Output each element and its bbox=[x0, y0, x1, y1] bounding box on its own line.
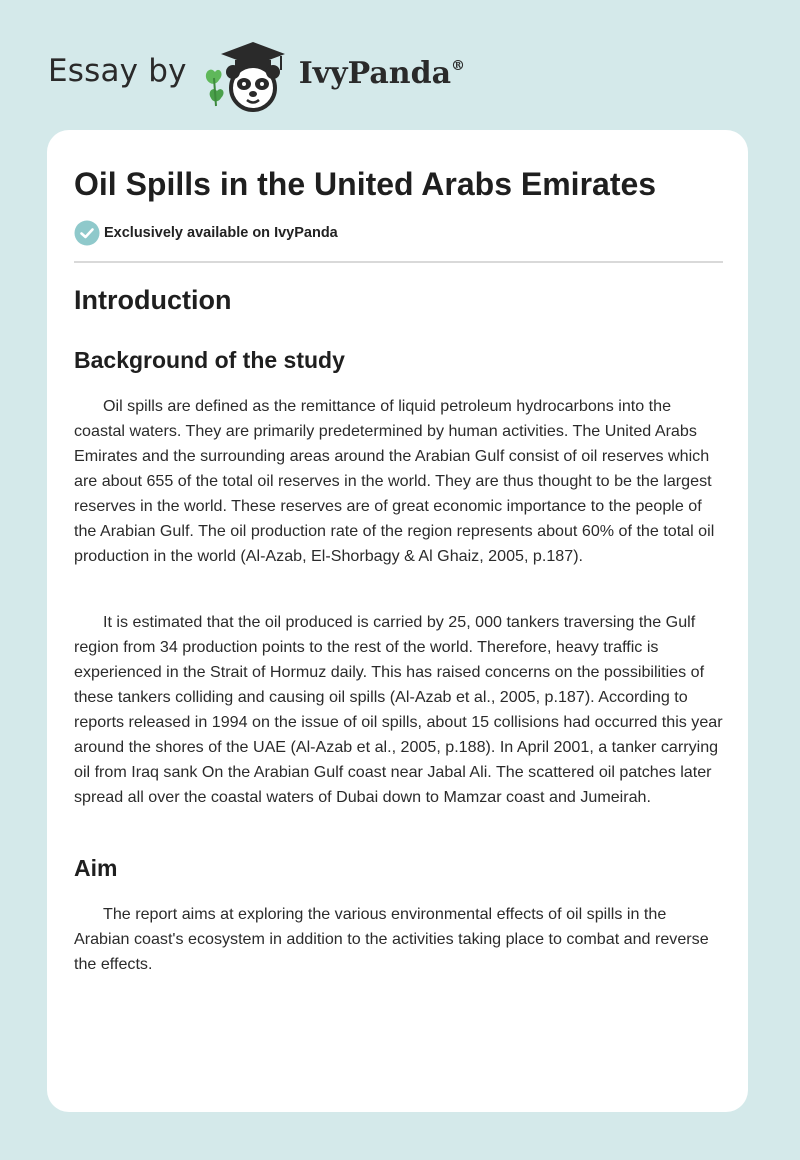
check-circle-icon bbox=[74, 220, 100, 246]
paragraph-background-1: Oil spills are defined as the remittance of liquid petroleum hydrocarbons into the coastal waters. They are primarily predetermined by human activities. The United Arabs Emirates and the surrounding areas around the Arabian Gulf consist of oil reserves which are about 655 of the total oil reserves in the world. They are thus thought to be the largest reserves in the world. These reserves are of great economic importance to the people of the Arabian Gulf. The oil production rate of the region represents about 60% of the total oil production in the world (Al-Azab, El-Shorbagy & Al Ghaiz, 2005, p.187). bbox=[74, 397, 715, 565]
section-heading-aim: Aim bbox=[74, 855, 118, 881]
brand-prefix: Essay by bbox=[48, 53, 187, 89]
brand-name: IvyPanda® bbox=[298, 55, 466, 91]
panda-logo-icon bbox=[201, 36, 293, 112]
paragraph-aim: The report aims at exploring the various environmental effects of oil spills in the Arabian coast's ecosystem in addition to the activities taking place to combat and reverse the effects. bbox=[74, 905, 709, 973]
title-divider bbox=[74, 261, 723, 263]
article-card bbox=[47, 130, 748, 1112]
paragraph-background-2: It is estimated that the oil produced is carried by 25, 000 tankers traversing the Gulf region from 34 production points to the rest of the world. Therefore, heavy traffic is experienced in the Strait of Hormuz daily. This has raised concerns on the possibilities of these tankers colliding and causing oil spills (Al-Azab et al., 2005, p.187). According to reports released in 1994 on the issue of oil spills, about 15 collisions had occurred this year around the shores of the UAE (Al-Azab et al., 2005, p.188). In April 2001, a tanker carrying oil from Iraq sank On the Arabian Gulf coast near Jabal Ali. The scattered oil patches later spread all over the coastal waters of Dubai down to Mamzar coast and Jumeirah. bbox=[74, 613, 723, 806]
section-heading-background: Background of the study bbox=[74, 347, 345, 373]
page-title: Oil Spills in the United Arabs Emirates bbox=[74, 166, 657, 202]
exclusive-badge-text: Exclusively available on IvyPanda bbox=[104, 225, 338, 241]
exclusive-badge bbox=[74, 220, 338, 246]
registered-mark: ® bbox=[451, 57, 466, 74]
brand-header[interactable] bbox=[48, 34, 508, 114]
section-heading-introduction: Introduction bbox=[74, 285, 232, 315]
